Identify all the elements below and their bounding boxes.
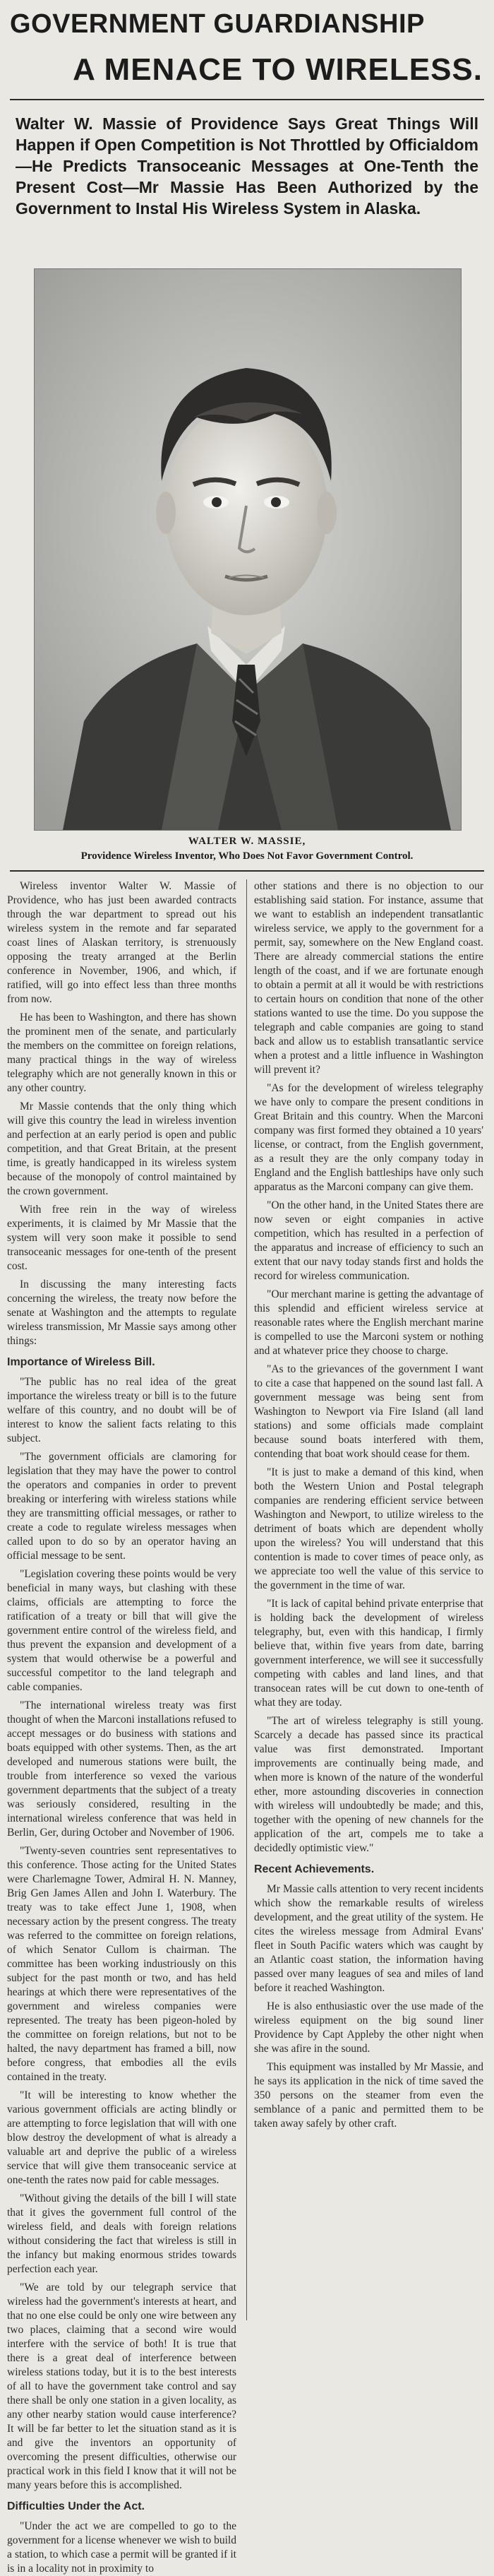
paragraph: Mr Massie contends that the only thing which will give this country the lead in wireless invention and perfection at an early period is open and public competition, and that Great Britain, at the present time, is greatly handicapped in its wireless system because of the monopoly of control maintained by the crown government. [7, 1100, 236, 1197]
paragraph: With free rein in the way of wireless experiments, it is claimed by Mr Massie that the system will very soon make it possible to send transoceanic messages for one-tenth of the present cost. [7, 1204, 236, 1272]
caption-name: WALTER W. MASSIE, [188, 836, 306, 847]
portrait-photo [34, 268, 462, 831]
paragraph: "On the other hand, in the United States there are now seven or eight companies in active competition, which has resulted in a perfection of the apparatus and increase of efficiency to such an extent that our navy today stands first and holds the record for wireless communication. [254, 1199, 483, 1282]
paragraph: "Without giving the details of the bill I will state that it gives the government full control of the wireless field, and deals with foreign relations without considering the fact that wireless is still in the infancy but making enormous strides towards perfection each year. [7, 2192, 236, 2275]
paragraph: He has been to Washington, and there has shown the prominent men of the senate, and particularly the members on the committee on foreign relations, many practical things in the way of wireless telegraphy which are not generally known in this or any other country. [7, 1011, 236, 1094]
paragraph: "Legislation covering these points would be very beneficial in many ways, but clashing with these claims, officials are attempting to force the ratification of a treaty or bill that will give the government entire control of the wireless field, and thus prevent the expansion and development of a system that would otherwise be a powerful and successful competitor to the land telegraph and cable companies. [7, 1568, 236, 1693]
paragraph: He is also enthusiastic over the use made of the wireless equipment on the big sound liner Providence by Capt Appleby the other night when she was afire in the sound. [254, 2000, 483, 2055]
paragraph: other stations and there is no objection to our establishing said station. For instance, assume that we want to establish an independent transatlantic wireless service, we apply to the government for a permit, say, somewhere on the New England coast. There are already commercial stations the entire length of the coast, and if we are fortunate enough to obtain a permit at all it would be with restrictions to certain hours on condition that none of the other stations wanted to use the time. Do you suppose the telegraph and cable companies are going to stand back and allow us to establish transatlantic service when a protest and a little influence in Washington will prevent it? [254, 880, 483, 1076]
paragraph: "As to the grievances of the government I want to cite a case that happened on the sound last fall. A government message was being sent from Washington to Newport via Fire Island (all land stations) and some officials made complaint because sound boats interfered with them, contending that boat work should cease for them. [254, 1363, 483, 1460]
article-deck: Walter W. Massie of Providence Says Great Things Will Happen if Open Competition is Not Throttled by Officialdom—He Predicts Transoceanic Messages at One-Tenth the Present Cost—Mr Massie Has Been Authorized by the Government to Instal His Wireless System in Alaska. [16, 114, 478, 218]
paragraph: "As for the development of wireless telegraphy we have only to compare the present conditions in Great Britain and this country. When the Marconi company was first formed they obtained a 10 years' license, or contract, from the English government, as a result they are the only company today in England and the English battleships have only such apparatus as the Marconi company can give them. [254, 1082, 483, 1193]
column-divider [246, 879, 247, 2320]
headline-rule [10, 99, 484, 100]
caption-rule [10, 870, 484, 872]
paragraph: "The art of wireless telegraphy is still young. Scarcely a decade has passed since its practical value was first demonstrated. Important improvements are continually being made, and when more is known of the nature of the wonderful ether, more astounding discoveries in connection with wireless will undoubtedly be made; and this, together with the opening of new channels for the application of the art, compels me to take a decidedly optimistic view." [254, 1715, 483, 1854]
paragraph: "We are told by our telegraph service that wireless had the government's interests at heart, and that no one else could be only one wire between any two places, claiming that a second wire would interfere with the service of both! It is true that there is a great deal of interference between wireless stations today, but it is to the best interests of all to have the government take control and say there shall be only one station in a given locality, as any other nearby station would cause interference? It will be far better to let the situation stand as it is and give the inventors an opportunity of overcoming the present difficulties, otherwise our practical work in this field I know that it will not be many years before this is accomplished. [7, 2281, 236, 2491]
paragraph: "Under the act we are compelled to go to the government for a license whenever we wish to build a station, to which case a permit will be granted if it is in a locality not in proximity to [7, 2520, 236, 2575]
subheading: Difficulties Under the Act. [7, 2500, 145, 2512]
paragraph: In discussing the many interesting facts concerning the wireless, the treaty now before the senate at Washington and the attempts to regulate wireless transmission, Mr Massie says among other things: [7, 1278, 236, 1347]
article-column-left [7, 879, 237, 2575]
paragraph: "Twenty-seven countries sent representatives to this conference. Those acting for the United States were Charlemagne Tower, Admiral H. N. Manney, Brig Gen James Allen and John I. Waterbury. The treaty was to take effect June 1, 1908, when necessary action by the present congress. The treaty was referred to the committee on foreign relations, of which Senator Cullom is chairman. The committee has been working industriously on this subject for the past month or two, and has held hearings at which there were representatives of the government and wireless companies were represented. The treaty has been pigeon-holed by the committee on foreign relations, but not to be halted, the navy department has framed a bill, now before congress, that embodies all the evils contained in the treaty. [7, 1845, 236, 2083]
headline-line-1: GOVERNMENT GUARDIANSHIP [10, 9, 425, 39]
paragraph: "The government officials are clamoring for legislation that they may have the power to control the operators and companies in order to prevent breaking or interfering with wireless stations while they are transmitting official messages, or rather to create a code to regulate wireless messages when called upon to do so by an operator having an official message to be sent. [7, 1451, 236, 1562]
paragraph: "Our merchant marine is getting the advantage of this splendid and efficient wireless service at reasonable rates where the English merchant marine is compelled to use the Marconi system or nothing and at whatever price they choose to charge. [254, 1288, 483, 1357]
paragraph: Wireless inventor Walter W. Massie of Providence, who has just been awarded contracts through the war department to spread out his wireless system in the remote and far separated coast lines of Alaskan territory, is strenuously opposing the treaty arranged at the Berlin conference in November, 1906, and which, if ratified, will go into effect less than three months from now. [7, 880, 236, 1005]
subheading: Recent Achievements. [254, 1863, 375, 1875]
paragraph: This equipment was installed by Mr Massie, and he says its application in the nick of time saved the 350 persons on the steamer from even the semblance of a panic and permitted them to be taken away safely by other craft. [254, 2061, 483, 2130]
caption-subtitle: Providence Wireless Inventor, Who Does Not Favor Government Control. [80, 850, 414, 862]
paragraph: "It is just to make a demand of this kind, when both the Western Union and Postal telegraph companies are rendering efficient service between Washington and Newport, to utilize wireless to the detriment of boats which are dependent wholly upon the wireless? You will understand that this contention is made to cover times of peace only, as we appreciate too well the value of this service to the government in the time of war. [254, 1466, 483, 1591]
paragraph: Mr Massie calls attention to very recent incidents which show the remarkable results of wireless development, and the great utility of the system. He cites the wireless message from Admiral Evans' fleet in South Pacific waters which was caught by an Atlantic coast station, the information having passed over many leagues of sea and miles of land before it reached Washington. [254, 1883, 483, 1994]
paragraph: "The public has no real idea of the great importance the wireless treaty or bill is to the future welfare of this country, and no doubt will be of interest to know the salient facts relating to this subject. [7, 1376, 236, 1444]
headline-line-2: A MENACE TO WIRELESS. [73, 52, 483, 87]
paragraph: "The international wireless treaty was first thought of when the Marconi installations refused to accept messages or do business with stations and boats equipped with other systems. Then, as the art developed and numerous stations were built, the trouble from interference so vexed the various government departments that the subject of a treaty was seriously considered, resulting in the international wireless conference that was held in Berlin, Ger, during October and November of 1906. [7, 1699, 237, 1839]
paragraph: "It is lack of capital behind private enterprise that is holding back the development of wireless telegraphy, but, even with this handicap, I firmly believe that, within five years from date, barring government interference, we will see it successfully competing with cables and land lines, and that transocean rates will be cut down to one-tenth of what they are today. [254, 1598, 483, 1709]
paragraph: "It will be interesting to know whether the various government officials are acting blindly or are attempting to force legislation that will with one blow destroy the development of what is already a valuable art and deprive the public of a wireless service that will give them transoceanic service at one-tenth the rates now paid for cable messages. [7, 2089, 236, 2186]
subheading: Importance of Wireless Bill. [7, 1356, 155, 1368]
article-column-right [254, 879, 483, 2334]
